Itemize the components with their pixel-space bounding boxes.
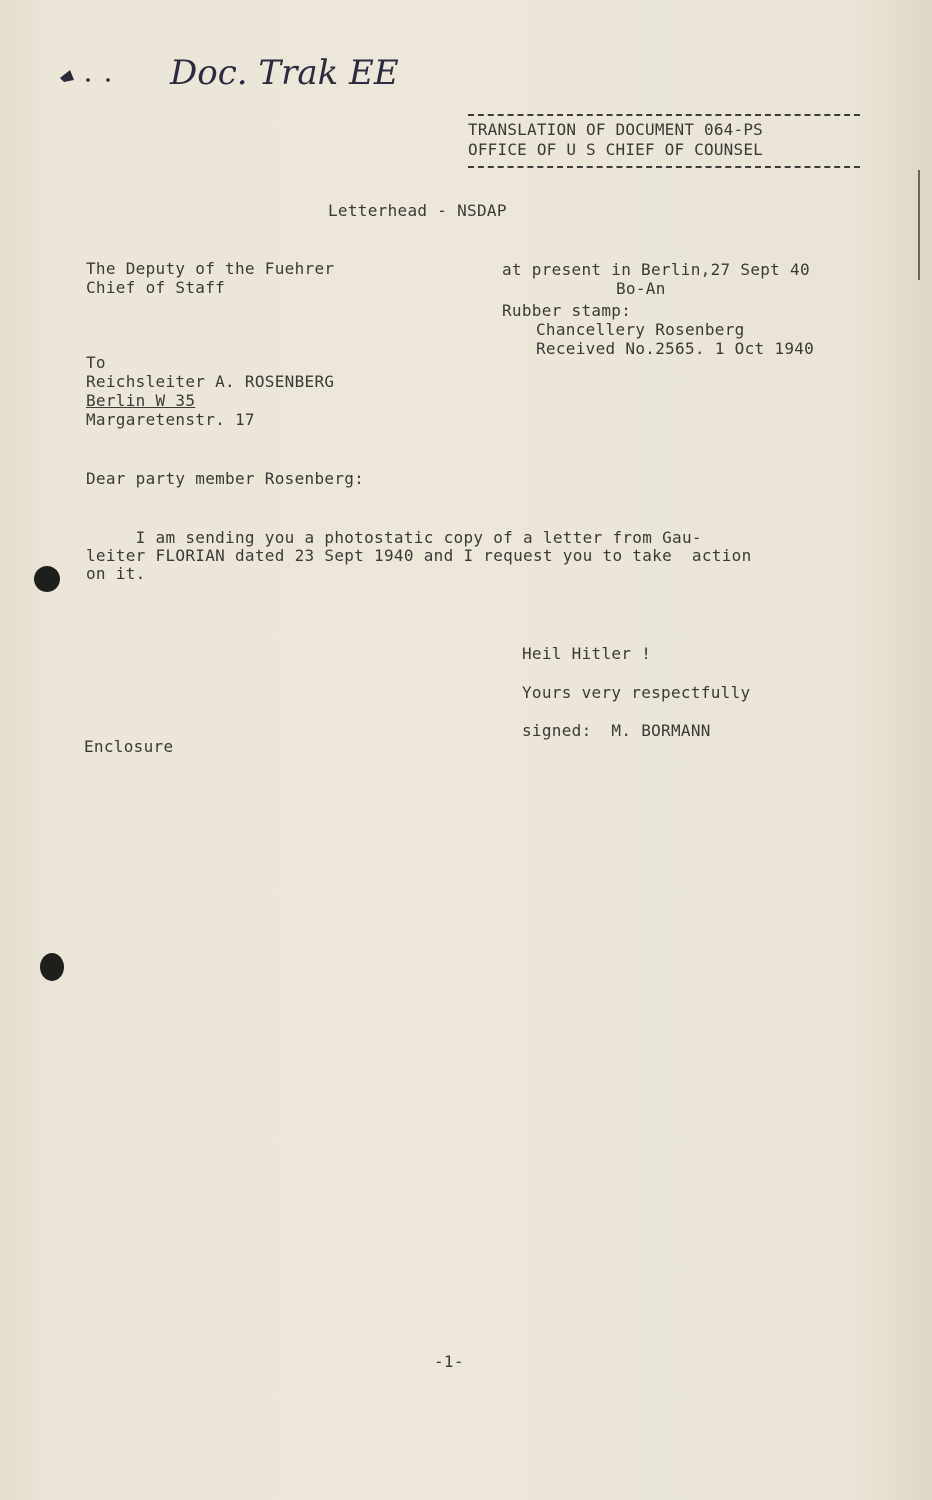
divider [468,114,860,116]
page-edge-mark [918,170,920,280]
page-number: -1- [434,1352,464,1371]
recipient-to: To [86,353,106,372]
letterhead: Letterhead - NSDAP [328,201,507,220]
header-title: TRANSLATION OF DOCUMENT 064-PS [468,120,763,139]
dateline: at present in Berlin,27 Sept 40 [502,260,810,279]
letter-body [86,529,866,583]
recipient-street: Margaretenstr. 17 [86,410,255,429]
sender-title: The Deputy of the Fuehrer [86,259,335,278]
recipient-name: Reichsleiter A. ROSENBERG [86,372,335,391]
stamp-office: Chancellery Rosenberg [536,320,745,339]
punch-hole [34,566,60,592]
sender-block [86,259,334,297]
header-office: OFFICE OF U S CHIEF OF COUNSEL [468,140,763,159]
handwritten-text: Doc. Trak EE [170,53,399,93]
punch-hole [40,953,64,981]
stamp-received: Received No.2565. 1 Oct 1940 [536,339,815,358]
enclosure-note: Enclosure [84,737,174,756]
signature: signed: M. BORMANN [522,721,711,740]
recipient-city: Berlin W 35 [86,391,196,410]
translation-header [468,108,860,172]
body-line: on it. [86,564,146,583]
handwritten-annotation [52,30,432,110]
recipient-block [86,353,334,429]
closing-greeting: Heil Hitler ! [522,644,652,663]
reference-code: Bo-An [616,279,666,298]
closing-regards: Yours very respectfully [522,683,751,702]
body-line: I am sending you a photostatic copy of a letter from Gau- [86,528,702,547]
dateline-block [502,260,814,358]
body-line: leiter FLORIAN dated 23 Sept 1940 and I request you to take action [86,546,752,565]
divider [468,166,860,168]
stamp-label: Rubber stamp: [502,301,632,320]
salutation: Dear party member Rosenberg: [86,469,365,488]
sender-role: Chief of Staff [86,278,226,297]
